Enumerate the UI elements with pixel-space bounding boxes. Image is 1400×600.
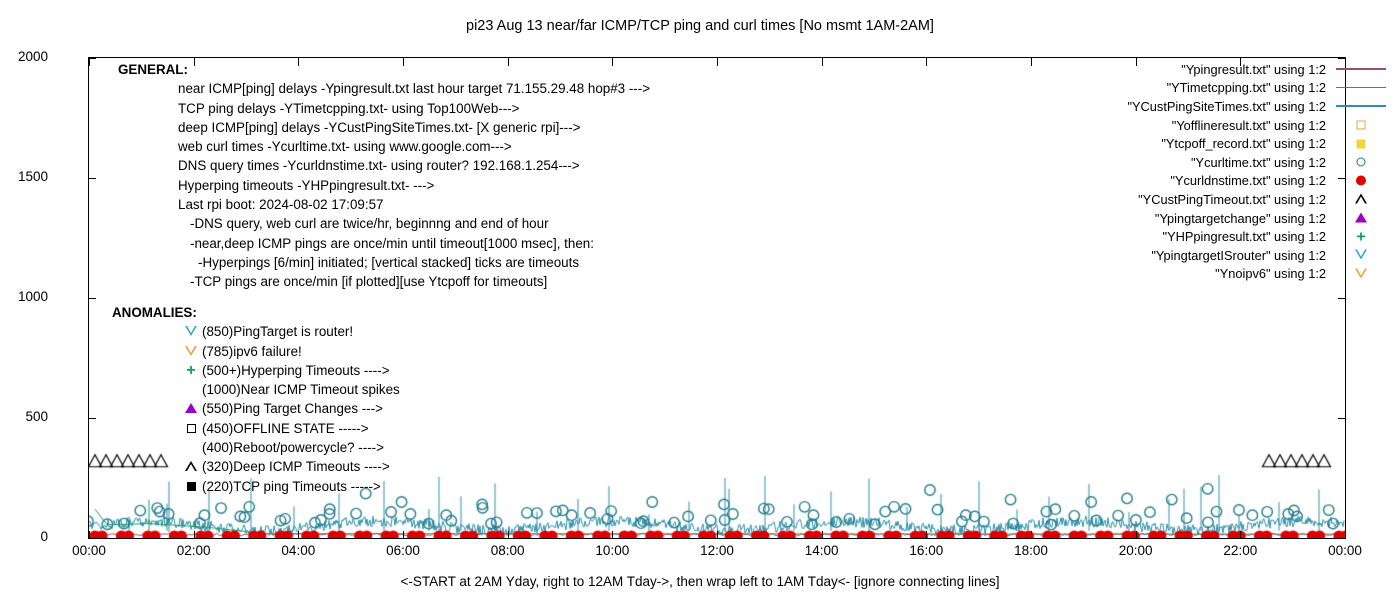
- legend-item: [1078, 265, 1390, 284]
- x-tick-mark: [298, 531, 299, 539]
- anomaly-item-label: (220)TCP ping Timeouts ----->: [202, 478, 381, 494]
- legend-item-label: "YCustPingTimeout.txt" using 1:2: [1138, 191, 1326, 207]
- general-line: web curl times -Ycurltime.txt- using www.google.com--->: [178, 139, 512, 155]
- anomaly-triangle-up-open-icon: [180, 457, 202, 476]
- general-line: Hyperping timeouts -YHPpingresult.txt- --->: [178, 177, 435, 193]
- legend-item-key-line-icon: [1332, 79, 1390, 97]
- general-note: -TCP pings are once/min [if plotted][use Ytcpoff for timeouts]: [190, 274, 548, 290]
- legend-item-label: "Ypingresult.txt" using 1:2: [1181, 61, 1326, 77]
- x-tick-mark: [926, 531, 927, 539]
- legend-item-key-line-icon: [1332, 97, 1390, 115]
- x-axis-label: <-START at 2AM Yday, right to 12AM Tday->, then wrap left to 1AM Tday<- [ignore connecting lines]: [400, 574, 1000, 589]
- chart-title: pi23 Aug 13 near/far ICMP/TCP ping and curl times [No msmt 1AM-2AM]: [466, 18, 934, 34]
- legend-item-label: "YpingtargetISrouter" using 1:2: [1151, 247, 1326, 263]
- legend-item: [1078, 227, 1390, 246]
- legend-item-label: "YCustPingSiteTimes.txt" using 1:2: [1127, 98, 1326, 114]
- legend-item-key-triangle-up-fill-icon: [1332, 209, 1390, 227]
- legend-item-key-square-fill-icon: [1332, 135, 1390, 153]
- anomaly-item: [112, 419, 672, 438]
- y-tick-label: 500: [25, 409, 48, 424]
- anomaly-item-label: (500+)Hyperping Timeouts ---->: [202, 362, 390, 378]
- anomaly-item: [112, 361, 672, 380]
- anomaly-item: [112, 380, 672, 399]
- x-tick-mark: [1240, 531, 1241, 539]
- anomaly-item: [112, 322, 672, 341]
- legend-item-label: "Ynoipv6" using 1:2: [1215, 266, 1326, 282]
- x-tick-label: 10:00: [595, 543, 630, 558]
- anomaly-item: [112, 457, 672, 476]
- general-note: -Hyperpings [6/min] initiated; [vertical stacked] ticks are timeouts: [198, 254, 580, 270]
- x-tick-mark: [612, 531, 613, 539]
- legend-item: [1078, 79, 1390, 98]
- x-tick-label: 08:00: [490, 543, 525, 558]
- legend-item: [1078, 116, 1390, 135]
- y-tick-mark: [88, 418, 96, 419]
- legend-item-label: "Ytcpoff_record.txt" using 1:2: [1161, 136, 1326, 152]
- x-tick-label: 16:00: [909, 543, 944, 558]
- anomaly-item-label: (400)Reboot/powercycle? ---->: [202, 440, 384, 456]
- legend-item-key-triangle-down-open-orange-icon: [1332, 265, 1390, 283]
- x-tick-mark: [89, 531, 90, 539]
- x-tick-mark: [403, 531, 404, 539]
- x-tick-label: 00:00: [1328, 543, 1362, 558]
- x-tick-label: 04:00: [281, 543, 316, 558]
- anomaly-triangle-down-open-icon: [180, 322, 202, 341]
- x-tick-label: 18:00: [1014, 543, 1048, 558]
- anomaly-item-label: (850)PingTarget is router!: [202, 324, 354, 340]
- anomaly-item-label: (785)ipv6 failure!: [202, 343, 302, 359]
- anomaly-item-label: (450)OFFLINE STATE ----->: [202, 420, 369, 436]
- x-tick-label: 02:00: [176, 543, 211, 558]
- general-line: TCP ping delays -YTimetcpping.txt- using Top100Web--->: [178, 100, 520, 116]
- anomaly-item: [112, 477, 672, 496]
- anomaly-plus-icon: +: [186, 361, 196, 379]
- general-line: Last rpi boot: 2024-08-02 17:09:57: [178, 197, 384, 213]
- x-tick-label: 20:00: [1118, 543, 1153, 558]
- legend-item-key-plus-icon: +: [1356, 228, 1366, 246]
- legend-item-label: "Ycurldnstime.txt" using 1:2: [1170, 173, 1326, 189]
- anomaly-triangle-down-open-orange-icon: [180, 342, 202, 361]
- anomaly-triangle-up-fill-icon: [180, 399, 202, 418]
- anomaly-item-label: (550)Ping Target Changes --->: [202, 401, 383, 417]
- anomaly-square-open-icon: [180, 419, 202, 438]
- x-tick-label: 00:00: [72, 543, 106, 558]
- legend-item-label: "YTimetcpping.txt" using 1:2: [1166, 80, 1326, 96]
- legend-item: [1078, 190, 1390, 209]
- anomaly-item: [112, 438, 672, 457]
- general-note: -DNS query, web curl are twice/hr, beginnng and end of hour: [190, 216, 549, 232]
- x-tick-label: 12:00: [700, 543, 734, 558]
- anomaly-item: [112, 342, 672, 361]
- x-tick-mark: [1031, 531, 1032, 539]
- anomalies-heading: ANOMALIES:: [112, 305, 197, 320]
- legend-item: [1078, 60, 1390, 79]
- legend-item-key-triangle-down-open-icon: [1332, 246, 1390, 264]
- legend-item: [1078, 134, 1390, 153]
- legend-item-label: "Ycurltime.txt" using 1:2: [1191, 154, 1326, 170]
- legend-item-label: "YHPpingresult.txt" using 1:2: [1162, 229, 1326, 245]
- general-line: deep ICMP[ping] delays -YCustPingSiteTimes.txt- [X generic rpi]--->: [178, 119, 581, 135]
- legend-item: [1078, 246, 1390, 265]
- x-tick-label: 22:00: [1223, 543, 1258, 558]
- general-annotation-block: [112, 60, 832, 292]
- legend-item-key-circle-open-icon: [1332, 153, 1390, 171]
- x-tick-mark: [89, 58, 90, 66]
- x-tick-label: 14:00: [804, 543, 839, 558]
- legend-item-label: "Yofflineresult.txt" using 1:2: [1171, 117, 1326, 133]
- x-tick-mark: [508, 531, 509, 539]
- legend-item-key-line-icon: [1332, 60, 1390, 78]
- y-tick-mark: [88, 298, 96, 299]
- legend-item: [1078, 172, 1390, 191]
- legend-item-key-square-open-icon: [1332, 116, 1390, 134]
- x-tick-mark: [1136, 531, 1137, 539]
- anomalies-annotation-block: [112, 303, 672, 496]
- legend-item-key-triangle-up-open-icon: [1332, 190, 1390, 208]
- legend-item: [1078, 97, 1390, 116]
- y-tick-mark: [1338, 418, 1346, 419]
- anomaly-item-label: (1000)Near ICMP Timeout spikes: [202, 382, 400, 398]
- y-tick-label: 0: [40, 529, 48, 544]
- legend-item: [1078, 209, 1390, 228]
- y-tick-mark: [1338, 298, 1346, 299]
- anomaly-item-label: (320)Deep ICMP Timeouts ---->: [202, 459, 390, 475]
- x-tick-mark: [1345, 531, 1346, 539]
- y-tick-label: 2000: [17, 49, 48, 64]
- x-tick-mark: [822, 531, 823, 539]
- anomaly-item: [112, 399, 672, 418]
- legend-item: [1078, 153, 1390, 172]
- chart-legend: [1078, 60, 1390, 283]
- y-tick-mark: [88, 178, 96, 179]
- general-line: DNS query times -Ycurldnstime.txt- using router? 192.168.1.254--->: [178, 158, 580, 174]
- y-tick-label: 1000: [17, 289, 48, 304]
- anomaly-square-fill-icon: [180, 477, 202, 496]
- x-tick-mark: [926, 58, 927, 66]
- x-tick-mark: [717, 531, 718, 539]
- general-heading: GENERAL:: [118, 62, 188, 77]
- legend-item-label: "Ypingtargetchange" using 1:2: [1154, 210, 1326, 226]
- x-tick-mark: [1031, 58, 1032, 66]
- general-note: -near,deep ICMP pings are once/min until timeout[1000 msec], then:: [190, 235, 594, 251]
- x-tick-label: 06:00: [386, 543, 420, 558]
- x-tick-mark: [194, 531, 195, 539]
- general-line: near ICMP[ping] delays -Ypingresult.txt last hour target 71.155.29.48 hop#3 --->: [178, 81, 651, 97]
- legend-item-key-circle-fill-icon: [1332, 172, 1390, 190]
- y-tick-label: 1500: [17, 169, 48, 184]
